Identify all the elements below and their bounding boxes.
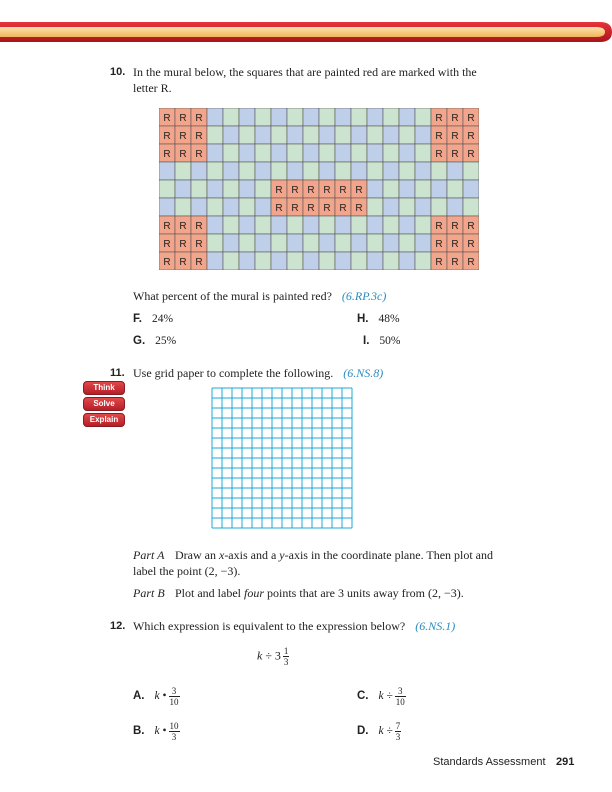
- mural-cell: [207, 162, 223, 180]
- mural-cell: [399, 216, 415, 234]
- mural-cell: [255, 216, 271, 234]
- mural-cell: [159, 162, 175, 180]
- numerator: 10: [169, 721, 179, 731]
- cell-letter: R: [467, 221, 475, 232]
- mural-cell: [271, 216, 287, 234]
- mural-cell: [287, 162, 303, 180]
- choice-label: I.: [363, 335, 370, 347]
- mural-cell: [303, 126, 319, 144]
- choice-label: D.: [357, 725, 369, 738]
- mural-cell: [335, 234, 351, 252]
- answer-choice-a[interactable]: [133, 686, 182, 707]
- part-a-text: Draw an: [175, 548, 216, 562]
- cell-letter: R: [435, 221, 443, 232]
- question-number: 12.: [110, 620, 126, 632]
- choice-variable: k: [154, 690, 160, 703]
- question-text-body: Which expression is equivalent to the expression below?: [133, 619, 406, 633]
- mural-cell: [399, 126, 415, 144]
- choice-fraction: [395, 721, 402, 742]
- choice-operator: ÷: [386, 690, 393, 703]
- cell-letter: R: [435, 113, 443, 124]
- mural-cell: [367, 108, 383, 126]
- cell-letter: R: [435, 257, 443, 268]
- mural-cell: [239, 144, 255, 162]
- choice-text: 24%: [151, 313, 174, 325]
- cell-letter: R: [467, 239, 475, 250]
- cell-letter: R: [323, 185, 331, 196]
- mural-cell: [447, 198, 463, 216]
- mural-cell: [255, 180, 271, 198]
- mural-cell: [383, 126, 399, 144]
- cell-letter: R: [163, 149, 171, 160]
- mural-cell: [399, 234, 415, 252]
- cell-letter: R: [195, 257, 203, 268]
- standard-code: (6.NS.8): [343, 366, 384, 380]
- mural-cell: [415, 162, 431, 180]
- expr-fraction: [283, 646, 290, 667]
- question-text: In the mural below, the squares that are painted red are marked with the letter R.: [133, 65, 477, 95]
- choice-fraction: [169, 686, 180, 707]
- mural-cell: [415, 198, 431, 216]
- cell-letter: R: [467, 113, 475, 124]
- denominator: 3: [283, 657, 289, 667]
- mural-cell: [319, 162, 335, 180]
- mural-cell: [351, 234, 367, 252]
- mural-cell: [415, 144, 431, 162]
- mural-cell: [239, 126, 255, 144]
- mural-cell: [463, 180, 479, 198]
- mural-cell: [255, 126, 271, 144]
- mural-cell: [367, 180, 383, 198]
- mural-cell: [351, 144, 367, 162]
- choice-operator: •: [162, 690, 167, 703]
- mural-cell: [399, 108, 415, 126]
- numerator: 3: [169, 686, 180, 697]
- mural-cell: [271, 162, 287, 180]
- mural-cell: [303, 144, 319, 162]
- cell-letter: R: [451, 113, 459, 124]
- cell-letter: R: [179, 239, 187, 250]
- question-prompt: [133, 288, 386, 304]
- mural-cell: [399, 162, 415, 180]
- mural-cell: [223, 180, 239, 198]
- denominator: 10: [169, 697, 179, 707]
- part-b-text: Plot and label: [175, 586, 241, 600]
- question-text-body: Use grid paper to complete the following.: [133, 366, 334, 380]
- answer-choice-d[interactable]: [357, 721, 403, 742]
- mural-cell: [319, 252, 335, 270]
- mural-cell: [207, 108, 223, 126]
- cell-letter: R: [179, 221, 187, 232]
- cell-letter: R: [179, 149, 187, 160]
- mural-cell: [367, 234, 383, 252]
- mural-cell: [207, 234, 223, 252]
- cell-letter: R: [451, 257, 459, 268]
- mural-cell: [159, 198, 175, 216]
- mural-grid: [159, 108, 479, 270]
- mural-cell: [351, 216, 367, 234]
- mural-cell: [255, 198, 271, 216]
- mural-cell: [303, 216, 319, 234]
- mural-cell: [335, 162, 351, 180]
- choice-fraction: [395, 686, 406, 707]
- mural-cell: [223, 126, 239, 144]
- cell-letter: R: [291, 185, 299, 196]
- mural-cell: [335, 252, 351, 270]
- mural-cell: [415, 108, 431, 126]
- cell-letter: R: [339, 203, 347, 214]
- mural-cell: [207, 198, 223, 216]
- mural-cell: [463, 198, 479, 216]
- mural-cell: [255, 108, 271, 126]
- mural-cell: [287, 108, 303, 126]
- choice-fraction: [169, 721, 180, 742]
- mural-cell: [175, 180, 191, 198]
- mural-cell: [383, 144, 399, 162]
- expr-operator: ÷: [265, 648, 272, 663]
- mural-cell: [239, 198, 255, 216]
- answer-choice-h[interactable]: [357, 313, 400, 325]
- mural-cell: [335, 126, 351, 144]
- cell-letter: R: [163, 131, 171, 142]
- mural-cell: [207, 216, 223, 234]
- mural-cell: [319, 144, 335, 162]
- cell-letter: R: [275, 185, 283, 196]
- mural-cell: [335, 216, 351, 234]
- mural-cell: [351, 108, 367, 126]
- mural-cell: [287, 234, 303, 252]
- mural-cell: [239, 234, 255, 252]
- cell-letter: R: [435, 239, 443, 250]
- mural-cell: [319, 108, 335, 126]
- expression: [257, 646, 291, 667]
- mural-cell: [271, 126, 287, 144]
- choice-operator: •: [162, 725, 167, 738]
- mural-cell: [415, 252, 431, 270]
- part-a-text: -axis in the coordinate plane. Then plot and label the point (2, −3).: [133, 548, 494, 578]
- grid-paper: [211, 387, 357, 531]
- mural-cell: [303, 234, 319, 252]
- mural-cell: [447, 162, 463, 180]
- mural-cell: [383, 108, 399, 126]
- mural-cell: [271, 252, 287, 270]
- cell-letter: R: [467, 131, 475, 142]
- mural-cell: [207, 180, 223, 198]
- mural-cell: [463, 162, 479, 180]
- cell-letter: R: [355, 203, 363, 214]
- mural-cell: [431, 198, 447, 216]
- choice-variable: k: [378, 690, 384, 703]
- cell-letter: R: [163, 239, 171, 250]
- denominator: 3: [395, 732, 401, 742]
- mural-cell: [367, 198, 383, 216]
- cell-letter: R: [195, 149, 203, 160]
- mural-cell: [351, 162, 367, 180]
- mural-cell: [415, 216, 431, 234]
- mural-cell: [367, 162, 383, 180]
- choice-variable: k: [378, 725, 384, 738]
- question-number: 11.: [110, 367, 125, 379]
- mural-cell: [287, 216, 303, 234]
- cell-letter: R: [163, 257, 171, 268]
- mural-cell: [239, 216, 255, 234]
- mural-cell: [383, 198, 399, 216]
- mural-cell: [271, 144, 287, 162]
- part-a-label: Part A: [133, 548, 165, 562]
- mural-cell: [191, 198, 207, 216]
- mural-cell: [383, 252, 399, 270]
- numerator: 1: [283, 646, 289, 656]
- answer-choice-i[interactable]: [363, 335, 400, 347]
- cell-letter: R: [339, 185, 347, 196]
- cell-letter: R: [163, 221, 171, 232]
- mural-cell: [303, 108, 319, 126]
- mural-cell: [175, 198, 191, 216]
- footer-title: Standards Assessment: [433, 756, 546, 768]
- mural-cell: [223, 216, 239, 234]
- mural-cell: [415, 180, 431, 198]
- mural-cell: [239, 162, 255, 180]
- cell-letter: R: [179, 113, 187, 124]
- mural-cell: [255, 144, 271, 162]
- cell-letter: R: [451, 221, 459, 232]
- mural-cell: [319, 216, 335, 234]
- mural-cell: [239, 108, 255, 126]
- mural-cell: [399, 180, 415, 198]
- expr-whole: 3: [274, 648, 281, 663]
- badge-think: Think: [83, 381, 125, 395]
- choice-operator: ÷: [386, 725, 393, 738]
- mural-cell: [255, 252, 271, 270]
- mural-cell: [351, 252, 367, 270]
- choice-label: B.: [133, 725, 145, 738]
- mural-cell: [207, 252, 223, 270]
- mural-cell: [255, 234, 271, 252]
- mural-cell: [223, 162, 239, 180]
- mural-cell: [431, 162, 447, 180]
- mural-cell: [415, 234, 431, 252]
- mural-cell: [239, 252, 255, 270]
- choice-label: G.: [133, 335, 146, 347]
- mural-cell: [335, 108, 351, 126]
- cell-letter: R: [179, 257, 187, 268]
- choice-label: F.: [133, 313, 142, 325]
- mural-cell: [319, 234, 335, 252]
- cell-letter: R: [451, 131, 459, 142]
- cell-letter: R: [467, 149, 475, 160]
- part-b-text: points that are 3 units away from (2, −3).: [267, 586, 464, 600]
- badge-solve: Solve: [83, 397, 125, 411]
- choice-label: A.: [133, 690, 145, 703]
- cell-letter: R: [179, 131, 187, 142]
- mural-cell: [303, 162, 319, 180]
- top-banner: [0, 0, 612, 48]
- mural-cell: [255, 162, 271, 180]
- mural-cell: [399, 252, 415, 270]
- mural-cell: [207, 144, 223, 162]
- cell-letter: R: [195, 113, 203, 124]
- answer-choice-f[interactable]: [133, 313, 173, 325]
- part-b: [133, 585, 493, 601]
- part-a-var-x: x: [218, 548, 225, 562]
- cell-letter: R: [275, 203, 283, 214]
- denominator: 10: [395, 697, 405, 707]
- part-a: [133, 547, 493, 579]
- mural-cell: [383, 180, 399, 198]
- mural-cell: [367, 252, 383, 270]
- mural-cell: [303, 252, 319, 270]
- prompt-text: What percent of the mural is painted red?: [133, 289, 332, 303]
- mural-cell: [159, 180, 175, 198]
- mural-cell: [335, 144, 351, 162]
- mural-cell: [287, 144, 303, 162]
- cell-letter: R: [435, 131, 443, 142]
- answer-choice-b[interactable]: [133, 721, 182, 742]
- part-b-label: Part B: [133, 586, 165, 600]
- question-number: 10.: [110, 66, 126, 78]
- choice-text: 50%: [379, 335, 401, 347]
- page-number: 291: [556, 756, 575, 768]
- mural-cell: [367, 126, 383, 144]
- mural-cell: [271, 234, 287, 252]
- part-a-var-y: y: [279, 548, 285, 562]
- mural-cell: [367, 216, 383, 234]
- mural-cell: [207, 126, 223, 144]
- cell-letter: R: [307, 203, 315, 214]
- mural-cell: [367, 144, 383, 162]
- mural-cell: [223, 252, 239, 270]
- cell-letter: R: [451, 149, 459, 160]
- choice-text: 25%: [155, 335, 177, 347]
- mural-cell: [191, 162, 207, 180]
- question-text: [133, 365, 383, 381]
- cell-letter: R: [291, 203, 299, 214]
- choice-text: 48%: [378, 313, 400, 325]
- numerator: 3: [395, 686, 406, 697]
- mural-cell: [287, 126, 303, 144]
- mural-cell: [319, 126, 335, 144]
- think-solve-explain-badge: [83, 381, 125, 429]
- part-b-emphasis: four: [244, 586, 265, 600]
- mural-cell: [223, 144, 239, 162]
- expr-variable: k: [257, 648, 263, 663]
- mural-cell: [223, 234, 239, 252]
- question-text: [133, 618, 455, 634]
- mural-cell: [383, 162, 399, 180]
- badge-explain: Explain: [83, 413, 125, 427]
- cell-letter: R: [451, 239, 459, 250]
- mural-cell: [447, 180, 463, 198]
- cell-letter: R: [323, 203, 331, 214]
- cell-letter: R: [163, 113, 171, 124]
- answer-choice-g[interactable]: [133, 335, 176, 347]
- mural-cell: [399, 144, 415, 162]
- cell-letter: R: [467, 257, 475, 268]
- denominator: 3: [171, 732, 177, 742]
- mural-cell: [383, 216, 399, 234]
- mural-cell: [383, 234, 399, 252]
- cell-letter: R: [195, 131, 203, 142]
- cell-letter: R: [355, 185, 363, 196]
- standard-code: (6.RP.3c): [341, 289, 387, 303]
- mural-cell: [399, 198, 415, 216]
- mural-cell: [175, 162, 191, 180]
- cell-letter: R: [195, 239, 203, 250]
- mural-cell: [223, 198, 239, 216]
- cell-letter: R: [307, 185, 315, 196]
- mural-cell: [223, 108, 239, 126]
- mural-cell: [239, 180, 255, 198]
- cell-letter: R: [435, 149, 443, 160]
- choice-label: C.: [357, 690, 369, 703]
- mural-cell: [287, 252, 303, 270]
- numerator: 7: [395, 721, 401, 731]
- choice-variable: k: [154, 725, 160, 738]
- answer-choice-c[interactable]: [357, 686, 408, 707]
- mural-cell: [351, 126, 367, 144]
- cell-letter: R: [195, 221, 203, 232]
- mural-cell: [191, 180, 207, 198]
- part-a-text: -axis and a: [224, 548, 277, 562]
- choice-label: H.: [357, 313, 369, 325]
- mural-cell: [271, 108, 287, 126]
- mural-cell: [431, 180, 447, 198]
- standard-code: (6.NS.1): [415, 619, 456, 633]
- mural-cell: [415, 126, 431, 144]
